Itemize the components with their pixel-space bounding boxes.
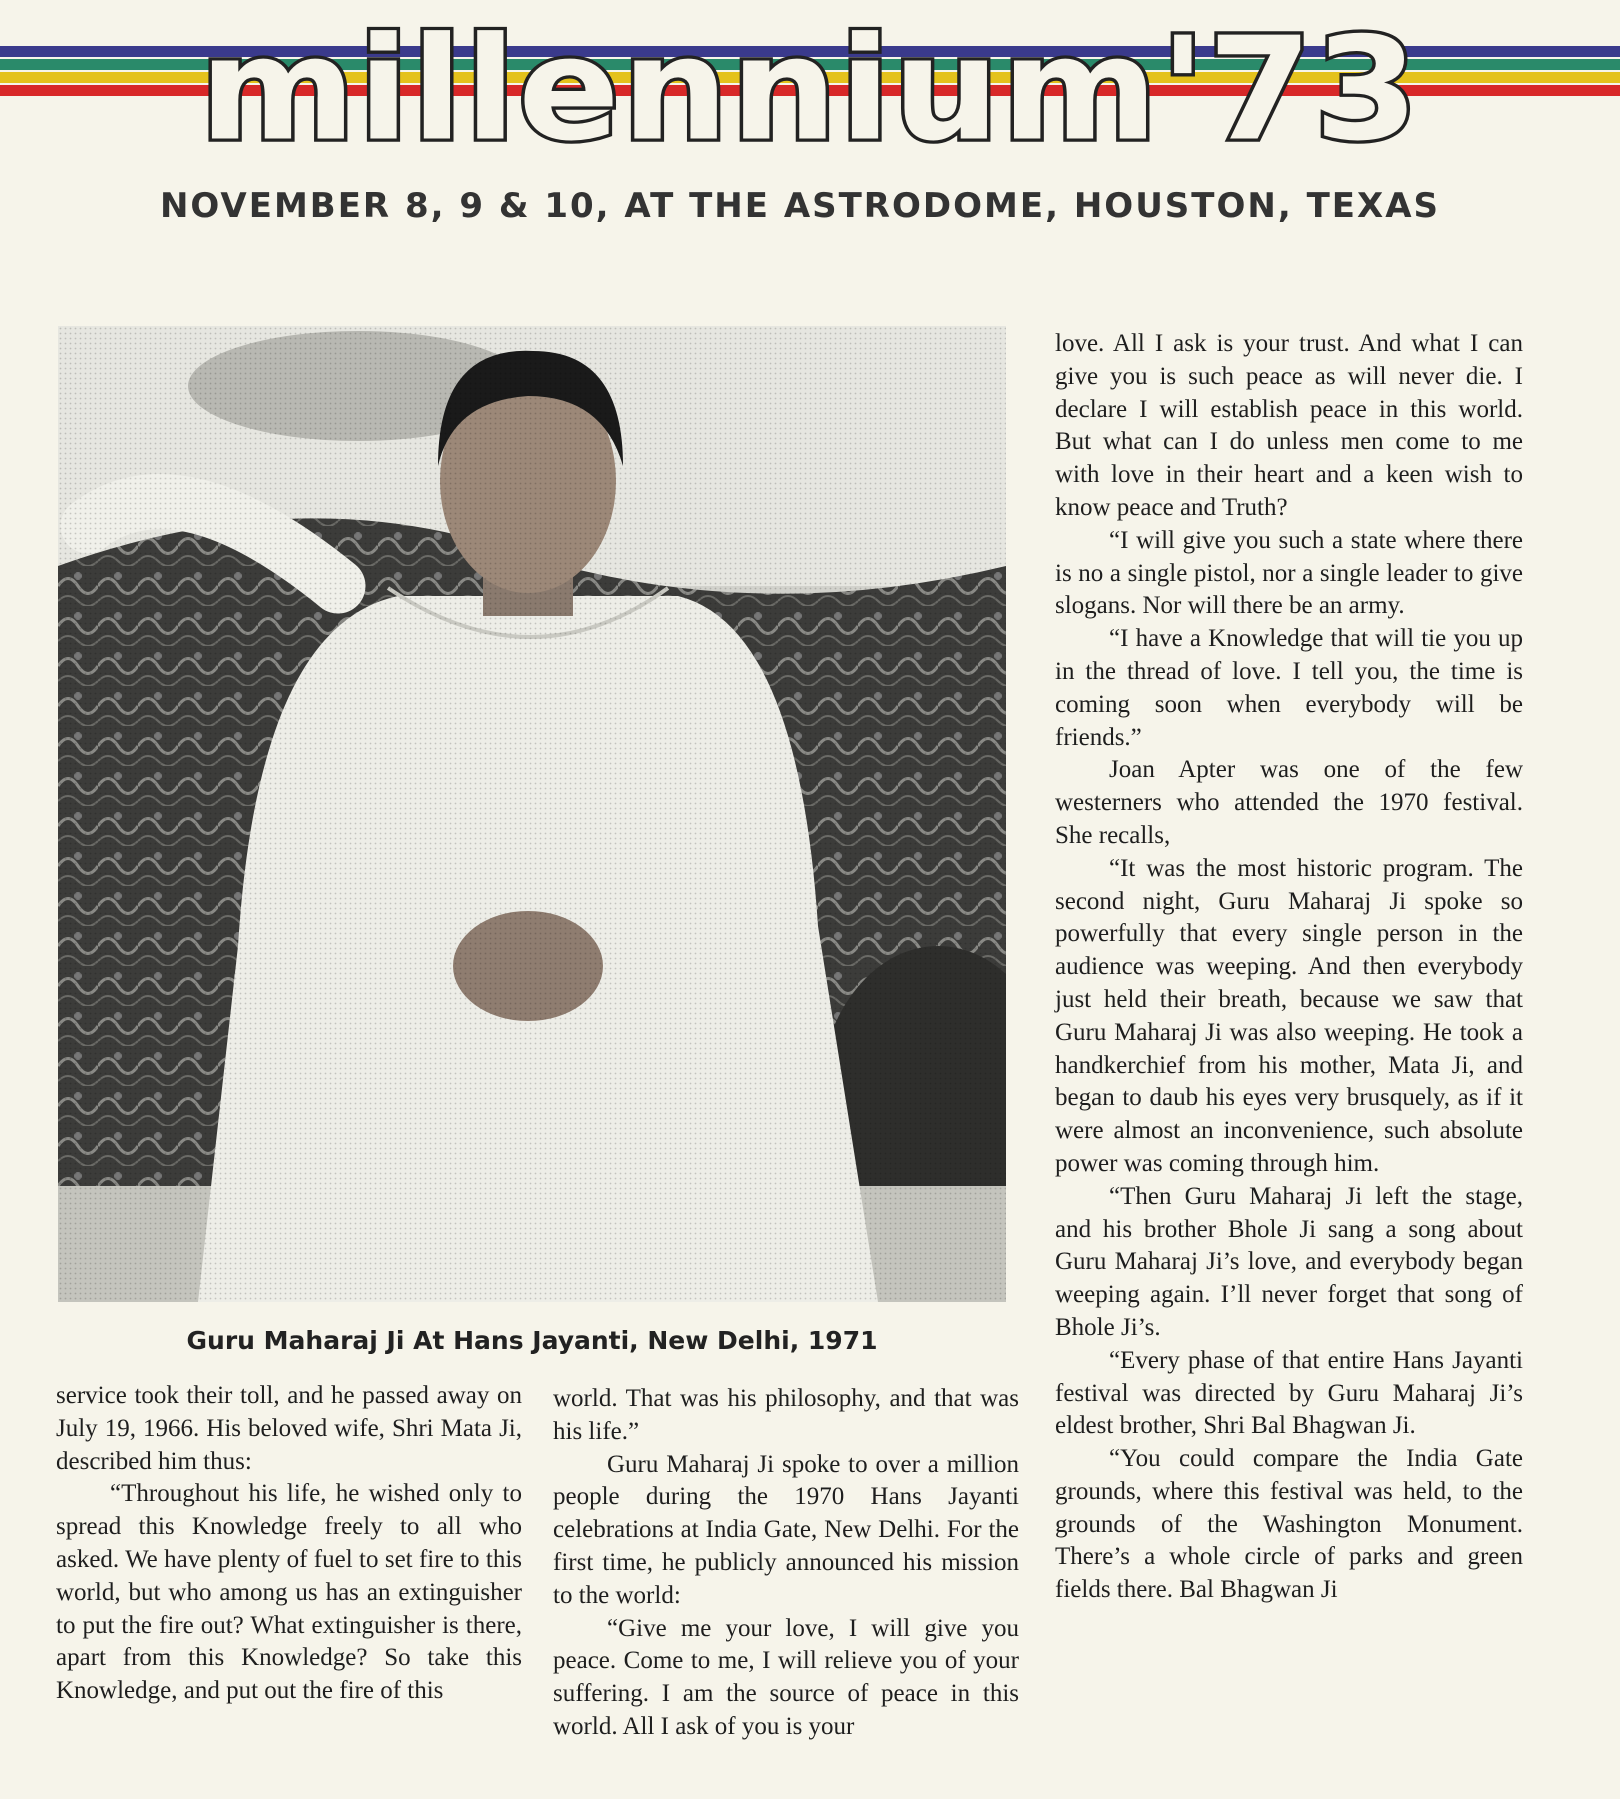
portrait-photo [58,326,1006,1302]
paragraph: “Then Guru Maharaj Ji left the stage, and his brother Bhole Ji sang a song about Guru Maharaj Ji’s love, and everybody began weeping again. I’ll never forget that song of Bhole Ji’s. [1055,1182,1523,1341]
paragraph: “You could compare the India Gate grounds, where this festival was held, to the grounds of the Washington Monument. There’s a whole circle of parks and green fields there. Bal Bhagwan Ji [1055,1445,1523,1604]
article-column-2 [553,1383,1019,1744]
paragraph: love. All I ask is your trust. And what I can give you is such peace as will never die. I declare I will establish peace in this world. But what can I do unless men come to me with love in their heart and a keen wish to know peace and Truth? [1055,330,1523,521]
photo-caption: Guru Maharaj Ji At Hans Jayanti, New Delhi, 1971 [186,1326,878,1355]
article-column-3 [1055,328,1523,1607]
event-dateline: NOVEMBER 8, 9 & 10, AT THE ASTRODOME, HOUSTON, TEXAS [159,186,1441,226]
paragraph: “I will give you such a state where there is no a single pistol, nor a single leader to give slogans. Nor will there be an army. [1055,526,1523,620]
article-column-1 [56,1380,522,1708]
paragraph: “Give me your love, I will give you peace. Come to me, I will relieve you of your suffering. I am the source of peace in this world. All I ask of you is your [553,1614,1019,1740]
paragraph: Joan Apter was one of the few westerners who attended the 1970 festival. She recalls, [1055,756,1523,849]
paragraph: service took their toll, and he passed away on July 19, 1966. His beloved wife, Shri Mata Ji, described him thus: [56,1382,522,1475]
paragraph: world. That was his philosophy, and that was his life.” [553,1385,1019,1445]
paragraph: “I have a Knowledge that will tie you up in the thread of love. I tell you, the time is coming soon when everybody will be friends.” [1055,625,1523,751]
paragraph: “Every phase of that entire Hans Jayanti festival was directed by Guru Maharaj Ji’s eldest brother, Shri Bal Bhagwan Ji. [1055,1346,1523,1440]
logo-text: millennium'73 [199,7,1421,173]
masthead-logo [0,0,1620,180]
paragraph: “Throughout his life, he wished only to spread this Knowledge freely to all who asked. We have plenty of fuel to set fire to this world, but who among us has an extinguisher to put the fire out? What extinguisher is there, apart from this Knowledge? So take this Knowledge, and put out the fire of this [56,1480,522,1705]
portrait-photo-illustration [58,326,1006,1302]
paragraph: Guru Maharaj Ji spoke to over a million people during the 1970 Hans Jayanti celebrations at India Gate, New Delhi. For the first time, he publicly announced his mission to the world: [553,1450,1019,1609]
paragraph: “It was the most historic program. The second night, Guru Maharaj Ji spoke so powerfully that every single person in the audience was weeping. And then everybody just held their breath, because we saw that Guru Maharaj Ji was also weeping. He took a handkerchief from his mother, Mata Ji, and began to daub his eyes very brusquely, as if it were almost an inconvenience, such absolute power was coming through him. [1055,854,1523,1177]
